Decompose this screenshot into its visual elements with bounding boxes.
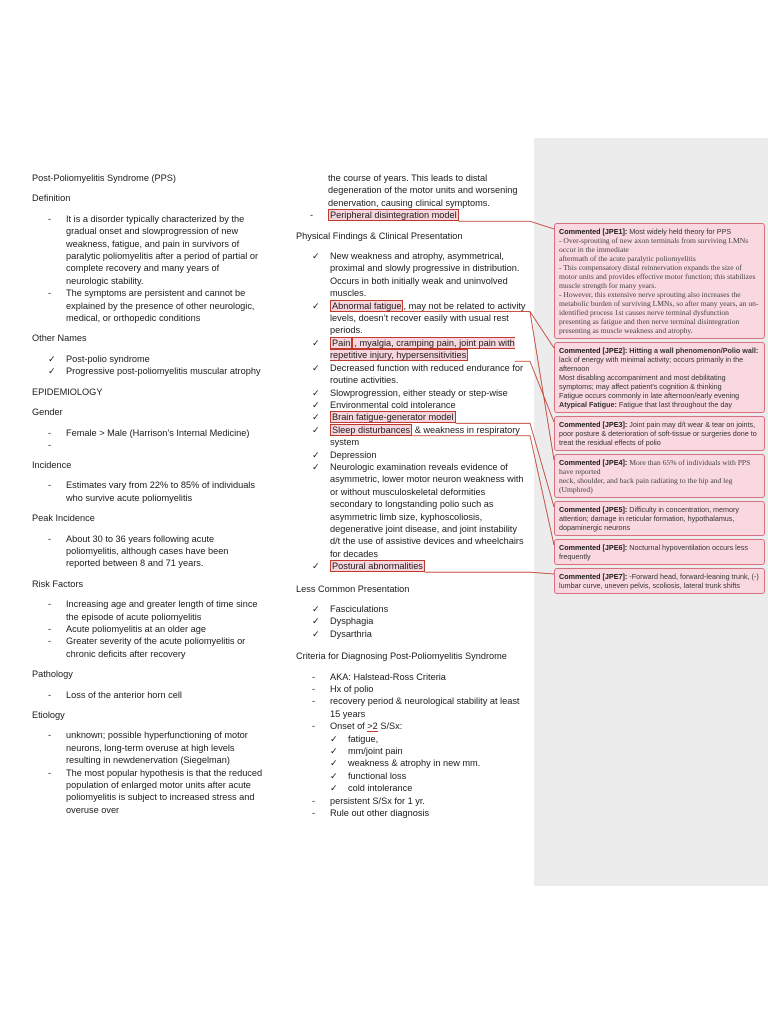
list-item xyxy=(32,439,264,451)
list-item: ✓ Post-polio syndrome xyxy=(48,353,150,364)
dash-marker: - xyxy=(312,795,316,806)
comment-anchor-jpe3[interactable]: , myalgia, cramping pain, joint pain with repetitive injury, hypersensitivities xyxy=(330,337,515,361)
gender-list xyxy=(32,427,264,451)
list-item: - About 30 to 36 years following acute poliomyelitis, although cases have been reported between 8 and 71 years. xyxy=(48,533,229,569)
etiology-list xyxy=(32,729,264,816)
right-column xyxy=(296,172,528,828)
list-item: ✓ Dysphagia xyxy=(312,616,374,627)
dash-marker: - xyxy=(48,623,52,634)
comment-anchor-jpe2[interactable]: Abnormal fatigue xyxy=(332,300,402,311)
check-marker: ✓ xyxy=(312,561,320,572)
gender-heading: Gender xyxy=(32,407,63,418)
criteria-heading: Criteria for Diagnosing Post-Poliomyelitis Syndrome xyxy=(296,651,507,662)
dash-marker: - xyxy=(48,599,52,610)
check-marker: ✓ xyxy=(312,399,320,410)
list-item: - Hx of polio xyxy=(312,684,374,695)
list-item: - Rule out other diagnosis xyxy=(312,808,430,819)
comment-jpe1[interactable]: Commented [JPE1]: Most widely held theory for PPS - Over-sprouting of new axon terminals from surviving LMNs occur in the immediate aftermath of the acute paralytic poliomyelitis - This compensatory distal reinnervation expands the size of motor units and provides effective motor function; this stabilizes muscle strength for many years. - However, this extensive nerve sprouting also increases the metabolic burden of surviving LMNs, so after many years, an un-identified process 1st causes nerve terminal dysfunction presenting as fatigue and then nerve terminal disintegration presenting as muscle weakness and atrophy. xyxy=(554,223,765,339)
criteria-list xyxy=(296,671,528,733)
check-marker: ✓ xyxy=(312,604,320,614)
dash-marker: - xyxy=(312,721,316,732)
list-item: - Loss of the anterior horn cell xyxy=(48,689,182,700)
list-item: ✓ Abnormal fatigue , may not be related to activity levels, doesn’t recover easily with usual rest periods. xyxy=(312,300,526,336)
physical-findings-list xyxy=(296,250,528,573)
list-item: - unknown; possible hyperfunctioning of motor neurons, long-term overuse at high levels resulting in newdenervation (Siegelman) xyxy=(48,730,248,766)
dash-marker: - xyxy=(312,696,316,707)
comment-anchor-jpe7[interactable]: Postural abnormalities xyxy=(332,561,423,572)
list-item: ✓ Environmental cold intolerance xyxy=(312,399,456,410)
dash-marker: - xyxy=(48,213,52,224)
comment-anchor-jpe5[interactable]: Brain fatigue-generator model xyxy=(332,412,454,423)
list-item: the course of years. This leads to distal degeneration of the motor units and worsening denervation, causing clinical symptoms. xyxy=(328,173,518,208)
list-item: - AKA: Halstead-Ross Criteria xyxy=(312,671,446,682)
comment-author: Commented [JPE1]: xyxy=(559,227,628,236)
incidence-heading: Incidence xyxy=(32,459,72,470)
etiology-heading: Etiology xyxy=(32,710,65,720)
check-marker: ✓ xyxy=(312,628,320,639)
check-marker: ✓ xyxy=(312,251,320,262)
comment-jpe7[interactable]: Commented [JPE7]: -Forward head, forward-leaning trunk, (-) lumbar curve, uneven pelvis, scoliosis, lateral trunk shifts xyxy=(554,568,765,594)
dash-marker: - xyxy=(48,767,52,778)
comment-author: Commented [JPE7]: xyxy=(559,572,628,581)
risk-factors-heading: Risk Factors xyxy=(32,578,84,589)
list-item: ✓ cold intolerance xyxy=(330,783,413,794)
physical-findings-heading: Physical Findings & Clinical Presentation xyxy=(296,230,463,241)
comment-jpe4[interactable]: Commented [JPE4]: More than 65% of individuals with PPS have reported neck, shoulder, and back pain radiating to the hip and leg (Umphred) xyxy=(554,454,765,498)
etiology-continuation-list xyxy=(296,172,528,222)
comment-jpe2[interactable]: Commented [JPE2]: Hitting a wall phenomenon/Polio wall: lack of energy with minimal activity; occurs primarily in the afternoon Most disabling accompaniment and most debilitating symptoms; may affect patient's cognition & thinking Fatigue occurs commonly in late afternoon/early evening Atypical Fatigue: Fatigue that last throughout the day xyxy=(554,342,765,413)
definition-heading: Definition xyxy=(32,193,71,204)
dash-marker: - xyxy=(48,427,52,438)
check-marker: ✓ xyxy=(312,449,320,460)
comment-jpe6[interactable]: Commented [JPE6]: Nocturnal hypoventilation occurs less frequently xyxy=(554,539,765,565)
risk-factors-list xyxy=(32,598,264,660)
pathology-list xyxy=(32,689,264,701)
definition-list xyxy=(32,213,264,325)
check-marker: ✓ xyxy=(312,387,320,398)
list-item xyxy=(296,337,528,362)
incidence-list xyxy=(32,479,264,504)
list-item xyxy=(296,411,528,423)
comment-author: Commented [JPE6]: xyxy=(559,543,628,552)
less-common-heading: Less Common Presentation xyxy=(296,583,410,594)
list-item: - Greater severity of the acute poliomyelitis or chronic deficits after recovery xyxy=(48,636,246,659)
check-marker: ✓ xyxy=(330,758,338,769)
list-item: ✓ Neurologic examination reveals evidence of asymmetric, lower motor neuron weakness with or without musculoskeletal deformities secondary to longstanding polio such as asymmetric limb size, kyphoscoliosis, degenerative joint disease, and joint instability d/t the use of assistive devices and wheelchairs for decades xyxy=(312,461,524,559)
check-marker: ✓ xyxy=(312,461,320,472)
criteria-tail-list xyxy=(296,795,528,820)
list-item xyxy=(296,560,528,572)
list-item: ✓ weakness & atrophy in new mm. xyxy=(330,758,481,769)
comment-jpe5[interactable]: Commented [JPE5]: Difficulty in concentration, memory attention; damage in reticular formation, hypothalamus, dopaminergic neurons xyxy=(554,501,765,536)
list-item: ✓ Slowprogression, either steady or step-wise xyxy=(312,387,508,398)
left-column xyxy=(32,172,264,824)
dash-marker: - xyxy=(48,533,52,544)
check-marker: ✓ xyxy=(312,337,320,348)
check-marker: ✓ xyxy=(312,616,320,627)
comment-author: Commented [JPE5]: xyxy=(559,505,628,514)
list-item: - Increasing age and greater length of time since the episode of acute poliomyelitis xyxy=(48,599,258,622)
check-marker: ✓ xyxy=(312,300,320,311)
other-names-list xyxy=(32,353,264,378)
dash-marker: - xyxy=(48,288,52,299)
dash-marker: - xyxy=(48,439,52,450)
list-item: ✓ Decreased function with reduced endurance for routine activities. xyxy=(312,362,524,386)
check-marker: ✓ xyxy=(312,412,320,423)
check-marker: ✓ xyxy=(48,366,56,377)
dash-marker: - xyxy=(310,210,314,221)
peak-incidence-list xyxy=(32,533,264,570)
check-marker: ✓ xyxy=(330,746,338,757)
other-names-heading: Other Names xyxy=(32,333,87,344)
list-item: ✓ fatigue, xyxy=(330,733,379,744)
comment-anchor-jpe6[interactable]: Sleep disturbances xyxy=(332,424,411,435)
comment-balloons xyxy=(554,223,765,597)
check-marker: ✓ xyxy=(312,362,320,373)
list-item: ✓ functional loss xyxy=(330,770,407,781)
list-item: - recovery period & neurological stability at least 15 years xyxy=(312,696,520,719)
dash-marker: - xyxy=(48,689,52,700)
comment-anchor-jpe1[interactable]: Peripheral disintegration model xyxy=(330,210,457,221)
list-item: ✓ Dysarthria xyxy=(312,628,372,639)
list-item: ✓ New weakness and atrophy, asymmetrical, proximal and slowly progressive in distribution. Occurs in both initially weak and uninvolved muscles. xyxy=(312,251,520,299)
comment-jpe3[interactable]: Commented [JPE3]: Joint pain may d/t wear & tear on joints, poor posture & deterioration of soft-tissue or surgeries done to treat the residual effects of polio xyxy=(554,416,765,451)
dash-marker: - xyxy=(48,480,52,491)
dash-marker: - xyxy=(48,730,52,741)
list-item: ✓ Depression xyxy=(312,449,377,460)
pathology-heading: Pathology xyxy=(32,669,73,680)
list-item xyxy=(296,209,528,221)
check-marker: ✓ xyxy=(312,424,320,435)
onset-symptoms-list xyxy=(296,733,528,795)
list-item: ✓ Fasciculations xyxy=(312,604,389,614)
list-item: ✓ mm/joint pain xyxy=(330,746,403,757)
check-marker: ✓ xyxy=(330,770,338,781)
list-item: - The most popular hypothesis is that the reduced population of enlarged motor units after acute poliomyelitis is subject to increased stress and overuse over xyxy=(48,767,263,815)
document-title: Post-Poliomyelitis Syndrome (PPS) xyxy=(32,173,176,183)
list-item: - It is a disorder typically characterized by the gradual onset and slowprogression of new weakness, fatigue, and pain in survivors of paralytic poliomyelitis after a period of partial or complete recovery and many years of neurologic stability. xyxy=(48,213,259,286)
list-item: - Onset of >2 S/Sx: xyxy=(312,721,403,732)
epidemiology-heading: EPIDEMIOLOGY xyxy=(32,386,103,397)
check-marker: ✓ xyxy=(48,353,56,364)
list-item: - persistent S/Sx for 1 yr. xyxy=(312,795,425,806)
list-item: - Acute poliomyelitis at an older age xyxy=(48,623,206,634)
dash-marker: - xyxy=(48,636,52,647)
list-item: - Estimates vary from 22% to 85% of individuals who survive acute poliomyelitis xyxy=(48,480,255,503)
comment-author: Commented [JPE3]: xyxy=(559,420,628,429)
comment-author: Commented [JPE4]: xyxy=(559,458,628,467)
peak-incidence-heading: Peak Incidence xyxy=(32,513,95,524)
list-item: - The symptoms are persistent and cannot be explained by the presence of other neurologic, medical, or orthopedic conditions xyxy=(48,288,255,324)
dash-marker: - xyxy=(312,671,316,682)
dash-marker: - xyxy=(312,684,316,695)
comment-anchor-jpe3-start[interactable]: Pain xyxy=(332,337,351,348)
list-item: - Female > Male (Harrison’s Internal Medicine) xyxy=(48,427,250,438)
comment-author: Commented [JPE2]: xyxy=(559,346,628,355)
dash-marker: - xyxy=(312,808,316,819)
less-common-list xyxy=(296,603,528,640)
check-marker: ✓ xyxy=(330,733,338,744)
list-item: ✓ Progressive post-poliomyelitis muscular atrophy xyxy=(48,366,261,377)
check-marker: ✓ xyxy=(330,783,338,794)
list-item: ✓ Sleep disturbances & weakness in respiratory system xyxy=(312,424,520,448)
